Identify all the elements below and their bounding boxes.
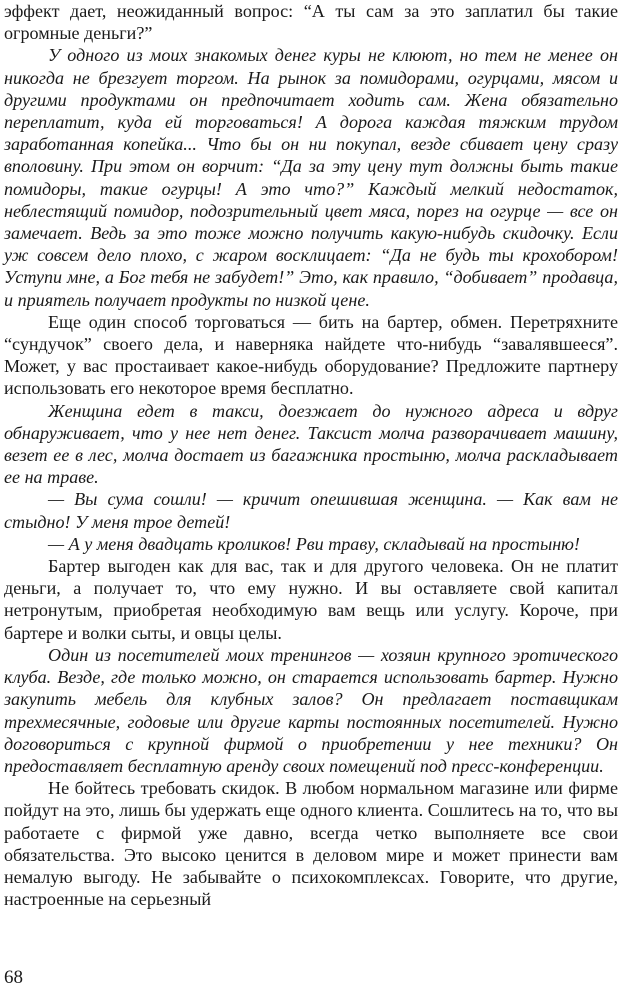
paragraph: Еще один способ торговаться — бить на бартер, обмен. Перетряхните “сундучок” своего дела, и наверняка найдете что-нибудь “завалявшееся”. Может, у вас простаивает какое-нибудь оборудование? Предложите партнеру использовать его некоторое время бесплатно.: [4, 311, 618, 399]
page-body: [4, 0, 618, 910]
paragraph: эффект дает, неожиданный вопрос: “А ты сам за это заплатил бы такие огромные деньги?”: [4, 1, 618, 44]
paragraph: Женщина едет в такси, доезжает до нужного адреса и вдруг обнаруживает, что у нее нет денег. Таксист молча разворачивает машину, везет ее в лес, молча достает из багажника простыню, молча раскладывает ее на траве.: [4, 400, 618, 488]
paragraph: Бартер выгоден как для вас, так и для другого человека. Он не платит деньги, а получает то, что ему нужно. И вы оставляете свой капитал нетронутым, приобретая необходимую вам вещь или услугу. Короче, при бартере и волки сыты, и овцы целы.: [4, 556, 618, 643]
page-number: 68: [4, 967, 23, 988]
paragraph: — А у меня двадцать кроликов! Рви траву, складывай на простыню!: [48, 533, 580, 554]
paragraph: У одного из моих знакомых денег куры не клюют, но тем не менее он никогда не брезгует торгом. На рынок за помидорами, огурцами, мясом и другими продуктами он предпочитает ходить сам. Жена обязательно переплатит, куда ей торговаться! А дорога каждая тяжким трудом заработанная копейка... Что бы он ни покупал, везде сбивает цену сразу вполовину. При этом он ворчит: “Да за эту цену тут должны быть такие помидоры, такие огурцы! А это что?” Каждый мелкий недостаток, неблестящий помидор, подозрительный цвет мяса, порез на огурце — все он замечает. Ведь за это тоже можно получить какую-нибудь скидочку. Если уж совсем дело плохо, с жаром восклицает: “Да не будь ты крохобором! Уступи мне, а Бог тебя не забудет!” Это, как правило, “добивает” продавца, и приятель получает продукты по низкой цене.: [4, 45, 618, 310]
paragraph: Не бойтесь требовать скидок. В любом нормальном магазине или фирме пойдут на это, лишь бы удержать еще одного клиента. Сошлитесь на то, что вы работаете с фирмой уже давно, всегда четко выполняете все свои обязательства. Это высоко ценится в деловом мире и может принести вам немалую выгоду. Не забывайте о психокомплексах. Говорите, что другие, настроенные на серьезный: [4, 778, 618, 910]
paragraph: — Вы сума сошли! — кричит опешившая женщина. — Как вам не стыдно! У меня трое детей!: [4, 489, 618, 532]
paragraph: Один из посетителей моих тренингов — хозяин крупного эротического клуба. Везде, где только можно, он старается использовать бартер. Нужно закупить мебель для клубных залов? Он предлагает поставщикам трехмесячные, годовые или другие карты постоянных посетителей. Нужно договориться с крупной фирмой о приобретении у нее техники? Он предоставляет бесплатную аренду своих помещений под пресс-конференции.: [4, 644, 618, 776]
